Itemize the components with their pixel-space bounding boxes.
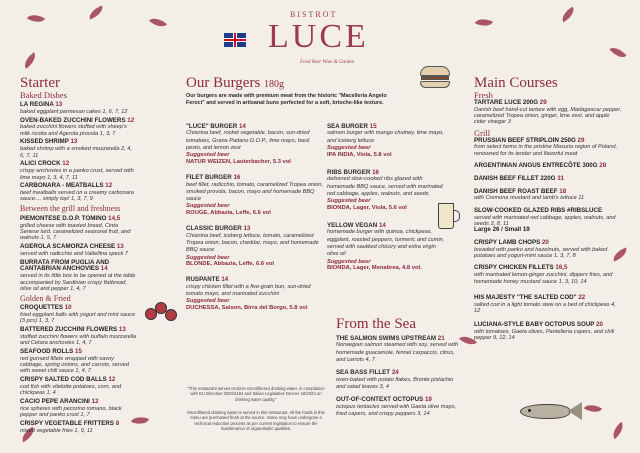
list-item: ALICI CROCK 12 crispy anchovies in a panko crust, served with lime mayo 1, 3, 4, 7, 11 <box>20 160 134 181</box>
water-note: "This restaurant serves Horizon microfiltered drinking water, in compliance with EU Directive 2020/2184 and Italian Legislative Decree 18/2023 on drinking water quality." <box>187 386 325 402</box>
list-item: CARBONARA - MEATBALLS 12 beef meatballs served on a creamy carbonara sauce.... simply top! 1, 3, 7, 9 <box>20 182 134 203</box>
baked-list <box>20 102 138 203</box>
leaf-decoration-icon <box>27 11 45 27</box>
burger-item: YELLOW VEGAN 14 homemade burger with quinoa, chickpeas, eggplant, roasted peppers, turmeric and cumin, served with sautéed chicory and extra virgin olive oil Suggested beer BIONDA, Lager, Menabrea, 4.8 vol. <box>327 222 445 272</box>
logo-top: BISTROT <box>290 10 338 19</box>
list-item: OUT-OF-CONTEXT OCTOPUS 19 octopus tentacles served with Gaeta olive mayo, fried capers, and crispy peppers 3, 14 <box>336 396 457 417</box>
leaf-decoration-icon <box>475 15 493 30</box>
sea-title: From the Sea <box>336 316 416 332</box>
list-item: THE SALMON SWIMS UPSTREAM 21 Norwegian salmon steamed with soy, served with homemade guacamole, fennel carpaccio, citrus, and carrots 4, 7 <box>336 335 459 363</box>
list-item: SLOW-COOKED GLAZED RIBS #RIBSLUCE served with marinated red cabbage, apples, walnuts, and seeds 3, 8, 11 Large 26 / Small 19 <box>474 206 616 234</box>
burgers-right-column <box>327 123 447 272</box>
list-item: CRISPY LAMB CHOPS 20 breaded with panko and hazelnuts, served with baked potatoes and yogurt-mint sauce 1, 3, 7, 8 <box>474 239 608 260</box>
main-courses-section <box>474 76 622 342</box>
baked-dishes-title: Baked Dishes <box>20 90 67 100</box>
burgers-title: Our Burgers <box>186 75 261 91</box>
list-item: CRISPY CHICKEN FILLETS 16,5 with marinated lemon-ginger zucchini, dippers fries, and homemade honey mustard sauce 1, 3, 10, 14 <box>474 264 613 285</box>
burgers-intro: Our burgers are made with premium meat from the historic "Macelleria Angelo Feroci" and served in artisanal buns perfected for a soft, brioche-like texture. <box>186 93 387 107</box>
uk-flag-icon[interactable] <box>224 33 246 47</box>
burgers-weight: 180g <box>264 79 285 90</box>
burger-item: FILET BURGER 16 beef fillet, radicchio, tomato, caramelized Tropea onion, smoked provola, bacon, mayo and homemade BBQ sauce Suggested beer ROUGE, Abbazia, Leffe, 6.6 vol <box>186 174 324 217</box>
list-item: DANISH BEEF FILLET 220G 31 <box>474 174 565 182</box>
list-item: CRISPY SALTED COD BALLS 12 cod fish with vitelotte potatoes, corn, and chickpeas 1, 4 <box>20 376 122 397</box>
burger-item: SEA BURGER 15 salmon burger with mango chutney, lime mayo, and iceberg lettuce Suggested beer IPA INDIA, Viola, 5.8 vol <box>327 123 444 158</box>
golden-fried-title: Golden & Fried <box>20 293 71 303</box>
logo-tagline: Food Beer Wine & Garden <box>300 60 354 65</box>
fried-list <box>20 305 138 434</box>
burger-item: RUSPANTE 14 crispy chicken fillet with a five-grain bun, sun-dried tomato mayo, and marinated zucchini Suggested beer DUCHESSA, Saison, Birra del Borgo, 5.8 vol <box>186 276 311 312</box>
list-item: DANISH BEEF ROAST BEEF 18 with Cremona mustard and lamb's lettuce 11 <box>474 187 585 202</box>
main-courses-title: Main Courses <box>474 75 558 91</box>
burger-item: CLASSIC BURGER 13 Chianina beef, iceberg lettuce, tomato, caramelized Tropea onion, bacon, cheddar, mayo, and homemade BBQ sauce Suggested beer BLONDE, Abbazia, Leffe, 6.6 vol <box>186 225 319 268</box>
leaf-decoration-icon <box>584 401 602 417</box>
fish-illustration-icon <box>520 400 584 422</box>
list-item: HIS MAJESTY "THE SALTED COD" 22 salted cod in a light tomato stew on a bed of chickpeas 4, 12 <box>474 293 616 315</box>
list-item: SEAFOOD ROLLS 15 red gurnard fillets wrapped with savoy cabbage, spring onions, and carrots, served with sweet chili sauce 1, 4, 7 <box>20 347 129 375</box>
leaf-decoration-icon <box>609 422 627 439</box>
leaf-decoration-icon <box>21 52 39 69</box>
list-item: BURRATA FROM PUGLIA AND CANTABRIAN ANCHOVIES 14 served in its little box to be opened at the table accompanied by Sardinian crispy flatbread, olive oil and pepper 1, 4, 7 <box>20 258 136 292</box>
list-item: LUCIANA-STYLE BABY OCTOPUS SOUP 20 with tomatoes, Gaeta olives, Pantelleria capers, and chili pepper 9, 12, 14 <box>474 321 615 342</box>
burger-item: RIBS BURGER 16 delivered slow-cooked ribs glazed with homemade BBQ sauce, served with marinated red cabbage, apples, walnuts, and seeds Suggested beer BIONDA, Lager, Viola, 5.6 vol <box>327 168 443 212</box>
leaf-decoration-icon <box>149 14 167 31</box>
burgers-left-column <box>186 123 326 312</box>
tomatoes-illustration-icon <box>145 300 179 326</box>
leaf-decoration-icon <box>87 6 105 20</box>
list-item: KISSED SHRIMP 13 baked shrimp with a smoked mozzarella 2, 4, 6, 7, 11 <box>20 138 132 159</box>
list-item: BATTERED ZUCCHINI FLOWERS 13 stuffed zucchini flowers with buffalo mozzarella and Cetara anchovies 1, 4, 7 <box>20 325 137 347</box>
list-item: PIEMONTESE D.O.P. TOMINO 14,5 grilled cheese with toasted bread, Cinta Senese lard, caramelized seasonal fruit, and walnuts 1, 5, 7 <box>20 214 131 242</box>
leaf-decoration-icon <box>609 43 626 61</box>
list-item: AGEROLA SCAMORZA CHEESE 13 served with radicchio and Valtellina speck 7 <box>20 242 129 257</box>
beer-glass-illustration-icon <box>438 203 454 229</box>
list-item: PRUSSIAN BEEF STRIPLOIN 250G 29 from select farms in the pristine Masuria region of Poland, renowned for its tender and flavorful meat <box>474 136 618 157</box>
list-item: CACIO PEPE ARANCINI 12 rice spheres with pecorino romano, black pepper and panko crust 1, 7 <box>20 398 122 419</box>
starter-title: Starter <box>20 75 60 91</box>
fresh-list <box>20 216 138 292</box>
list-item: OVEN-BAKED ZUCCHINI FLOWERS 12 baked zucchini flowers stuffed with sheep's milk ricotta and Agerola provola 1, 3, 7 <box>20 116 135 137</box>
list-item: CRISPY VEGETABLE FRITTERS 8 mixed vegetable fries 1, 9, 11 <box>20 420 120 434</box>
fresh-food-note: Microfiltered drinking water is served in this restaurant. All the foods in this menu are purchased fresh at the source. Some may have undergone a technical reduction process as per current legislation to ensure the maintenance of organoleptic qualities. <box>187 410 325 432</box>
sea-section <box>336 317 462 418</box>
logo: LUCE <box>268 18 369 55</box>
starter-section <box>20 76 138 437</box>
list-item: ARGENTINIAN ANGUS ENTRECÔTE 300G 28 <box>474 162 607 170</box>
burger-illustration-icon <box>420 66 450 90</box>
leaf-decoration-icon <box>559 7 577 23</box>
grill-title: Grill <box>474 127 491 138</box>
fresh-title: Fresh <box>474 90 493 100</box>
grill-freshness-title: Between the grill and freshness <box>20 204 121 214</box>
list-item: SEA BASS FILLET 24 oven-baked with potato flakes, Bronte pistachio and salad leaves 3, 4 <box>336 369 454 390</box>
list-item: CROQUETTES 10 fried eggplant balls with yogurt and mint sauce (3 pcs) 1, 3, 7 <box>20 304 136 325</box>
list-item: LA REGINA 13 baked eggplant parmesan cakes 1, 6, 7, 12 <box>20 100 128 115</box>
burger-item: "LUCE" BURGER 14 Chianina beef, rocket vegetable, bacon, sun-dried tomatoes, Grana Padano D.O.P., lime mayo, basil pesto, and lemon zest Suggested beer NATUR WEIZEN, Lauterbacher, 5.3 vol <box>186 123 310 166</box>
list-item: TARTARE LUCE 200G 29 Danish beef hand-cut tartare with egg, Madagascar pepper, caramelized Tropea onion, ginger, lime zest, and apple cider vinegar 3 <box>474 98 622 126</box>
